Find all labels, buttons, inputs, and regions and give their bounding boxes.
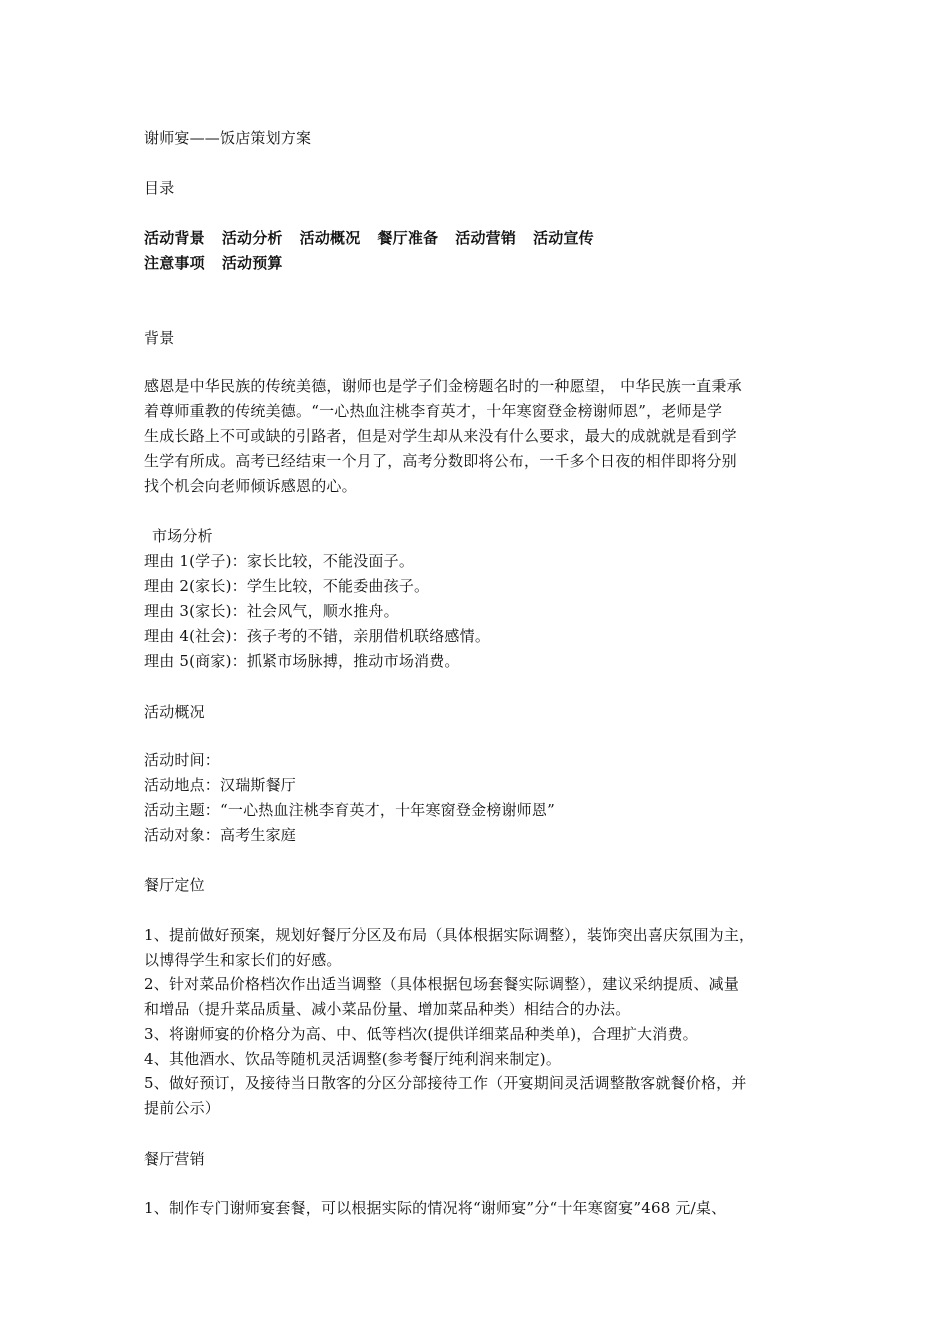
toc-item[interactable]: 活动营销 <box>455 229 517 247</box>
section-heading-market: 市场分析 <box>152 527 213 545</box>
reason-item: 理由 5(商家)：抓紧市场脉搏，推动市场消费。 <box>144 652 460 670</box>
toc-item[interactable]: 活动宣传 <box>533 229 594 247</box>
paragraph-line: 感恩是中华民族的传统美德，谢师也是学子们金榜题名时的一种愿望， 中华民族一直秉承 <box>144 377 742 395</box>
toc-item[interactable]: 活动背景 <box>144 229 205 247</box>
paragraph-line: 生成长路上不可或缺的引路者，但是对学生却从来没有什么要求，最大的成就就是看到学 <box>144 427 737 445</box>
toc-item[interactable]: 注意事项 <box>144 254 205 272</box>
toc-item[interactable]: 活动概况 <box>299 229 361 247</box>
reason-item: 理由 1(学子)：家长比较，不能没面子。 <box>144 552 415 570</box>
overview-item: 活动时间： <box>144 751 221 769</box>
toc-row-1 <box>144 226 611 251</box>
reason-item: 理由 4(社会)：孩子考的不错，亲朋借机联络感情。 <box>144 627 491 645</box>
paragraph-line: 3、将谢师宴的价格分为高、中、低等档次(提供详细菜品种类单)，合理扩大消费。 <box>144 1025 698 1043</box>
paragraph-line: 以博得学生和家长们的好感。 <box>144 951 342 969</box>
toc-heading: 目录 <box>144 179 175 197</box>
toc-row-2 <box>144 251 300 276</box>
paragraph-line: 4、其他酒水、饮品等随机灵活调整(参考餐厅纯利润来制定)。 <box>144 1050 562 1068</box>
paragraph-line: 2、针对菜品价格档次作出适当调整（具体根据包场套餐实际调整），建议采纳提质、减量 <box>144 975 740 993</box>
document-title: 谢师宴——饭店策划方案 <box>144 129 312 147</box>
section-heading-overview: 活动概况 <box>144 703 205 721</box>
toc-item[interactable]: 餐厅准备 <box>377 229 439 247</box>
section-heading-background: 背景 <box>144 329 175 347</box>
overview-item: 活动地点：汉瑞斯餐厅 <box>144 776 297 794</box>
paragraph-line: 生学有所成。高考已经结束一个月了，高考分数即将公布，一千多个日夜的相伴即将分别 <box>144 452 737 470</box>
toc-item[interactable]: 活动分析 <box>221 229 283 247</box>
overview-item: 活动主题：“一心热血注桃李育英才，十年寒窗登金榜谢师恩” <box>144 801 555 819</box>
overview-item: 活动对象：高考生家庭 <box>144 826 297 844</box>
paragraph-line: 着尊师重教的传统美德。“一心热血注桃李育英才，十年寒窗登金榜谢师恩”，老师是学 <box>144 402 723 420</box>
toc-item[interactable]: 活动预算 <box>221 254 283 272</box>
paragraph-line: 5、做好预订，及接待当日散客的分区分部接待工作（开宴期间灵活调整散客就餐价格，并 <box>144 1074 747 1092</box>
paragraph-line: 找个机会向老师倾诉感恩的心。 <box>144 477 357 495</box>
reason-item: 理由 2(家长)：学生比较，不能委曲孩子。 <box>144 577 430 595</box>
paragraph-line: 和增品（提升菜品质量、减小菜品份量、增加菜品种类）相结合的办法。 <box>144 1000 631 1018</box>
paragraph-line: 提前公示） <box>144 1099 221 1117</box>
reason-item: 理由 3(家长)：社会风气，顺水推舟。 <box>144 602 399 620</box>
paragraph-line: 1、提前做好预案，规划好餐厅分区及布局（具体根据实际调整），装饰突出喜庆氛围为主， <box>144 926 755 944</box>
section-heading-marketing: 餐厅营销 <box>144 1150 205 1168</box>
paragraph-line: 1、制作专门谢师宴套餐，可以根据实际的情况将“谢师宴”分“十年寒窗宴”468 元/桌、 <box>144 1199 727 1217</box>
section-heading-positioning: 餐厅定位 <box>144 876 205 894</box>
